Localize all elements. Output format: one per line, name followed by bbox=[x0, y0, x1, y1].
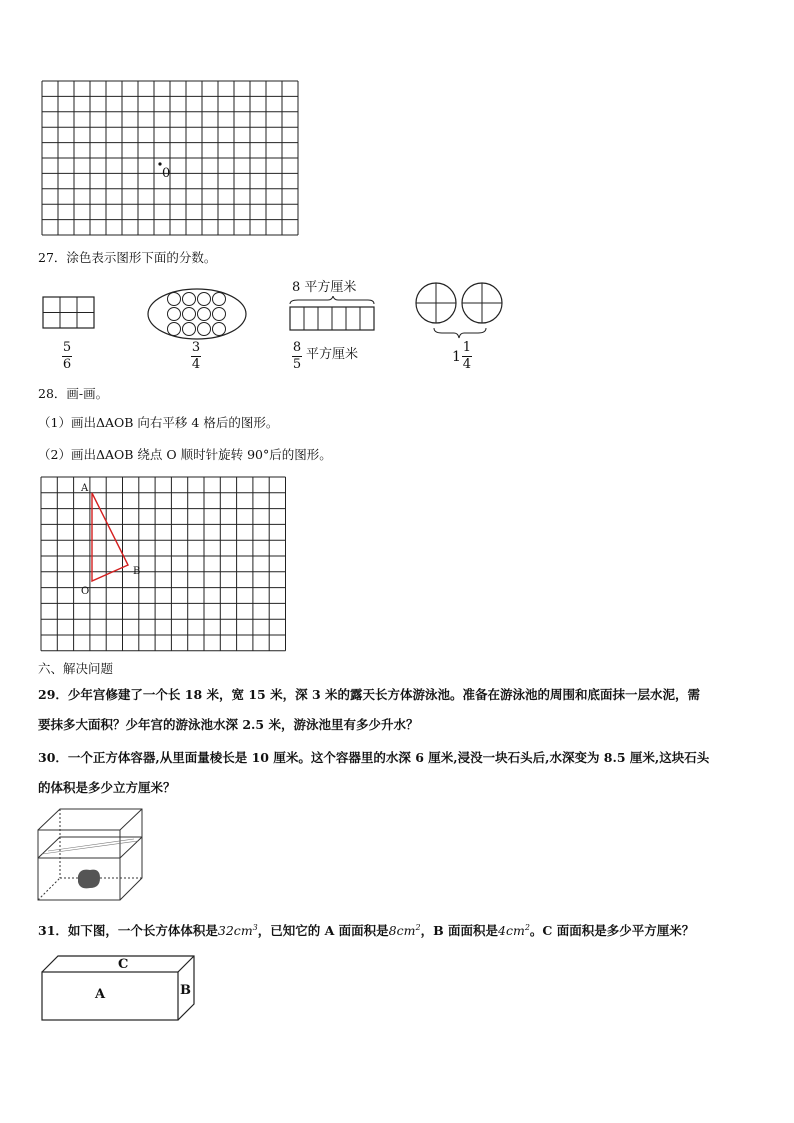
coordinate-grid-top bbox=[40, 80, 300, 236]
cube-container-figure bbox=[36, 806, 144, 902]
question-27-title: 27．涂色表示图形下面的分数。 bbox=[38, 250, 217, 265]
question-29-line1: 29．少年宫修建了一个长 18 米，宽 15 米，深 3 米的露天长方体游泳池。准备在游泳池的周围和底面抹一层水泥，需 bbox=[38, 687, 700, 702]
q31-area-b-exponent: 2 bbox=[524, 923, 530, 932]
question-28-title: 28．画-画。 bbox=[38, 386, 109, 401]
q27-area-label: 8 平方厘米 bbox=[292, 280, 357, 295]
question-30-line2: 的体积是多少立方厘米？ bbox=[38, 780, 176, 795]
q31-area-a bbox=[389, 923, 421, 938]
q27-fraction-5-6 bbox=[62, 341, 72, 372]
q31-area-b bbox=[498, 923, 530, 938]
point-o-label: O bbox=[81, 586, 90, 597]
q31-text-part4: 。C 面面积是多少平方厘米？ bbox=[529, 923, 695, 939]
q27-fraction-8-5 bbox=[292, 341, 302, 372]
q31-text-part2: ，已知它的 A 面面积是 bbox=[257, 923, 389, 939]
fraction-denominator: 6 bbox=[62, 357, 72, 372]
q27-fraction-unit: 平方厘米 bbox=[306, 347, 359, 362]
question-30-line1: 30．一个正方体容器,从里面量棱长是 10 厘米。这个容器里的水深 6 厘米,浸没一块石头后,水深变为 8.5 厘米,这块石头 bbox=[38, 750, 710, 765]
fraction-denominator: 4 bbox=[191, 357, 201, 372]
question-28-part2: （2）画出ΔAOB 绕点 O 顺时针旋转 90°后的图形。 bbox=[38, 447, 332, 462]
mixed-whole: 1 bbox=[452, 348, 461, 365]
grid-origin-label: 0 bbox=[162, 166, 171, 181]
q27-two-circles-figure bbox=[414, 280, 508, 344]
q31-area-a-value: 8cm bbox=[388, 923, 416, 939]
fraction-numerator: 5 bbox=[62, 340, 72, 355]
q27-fraction-3-4 bbox=[191, 341, 201, 372]
question-28-part1: （1）画出ΔAOB 向右平移 4 格后的图形。 bbox=[38, 415, 279, 430]
q27-strip-figure bbox=[288, 296, 378, 334]
q31-area-b-value: 4cm bbox=[498, 923, 525, 939]
question-31-text bbox=[38, 918, 694, 941]
fraction-denominator: 4 bbox=[462, 357, 472, 372]
section-6-title: 六、解决问题 bbox=[38, 661, 114, 676]
q27-ellipse-figure bbox=[146, 287, 248, 341]
q31-volume-exponent: 3 bbox=[252, 923, 258, 932]
fraction-denominator: 5 bbox=[292, 357, 302, 372]
q31-area-a-exponent: 2 bbox=[415, 923, 421, 932]
point-a-label: A bbox=[81, 483, 89, 494]
face-a-label: A bbox=[95, 987, 106, 1002]
q31-volume bbox=[218, 923, 258, 938]
q31-volume-value: 32cm bbox=[217, 923, 253, 939]
fraction-numerator: 8 bbox=[292, 340, 302, 355]
q31-text-part1: 31．如下图，一个长方体体积是 bbox=[38, 923, 218, 939]
face-b-label: B bbox=[180, 983, 191, 998]
fraction-numerator: 3 bbox=[191, 340, 201, 355]
triangle-grid bbox=[40, 476, 288, 652]
point-b-label: B bbox=[133, 566, 141, 577]
q31-text-part3: ，B 面面积是 bbox=[420, 923, 498, 939]
stone-shape bbox=[78, 870, 100, 889]
face-c-label: C bbox=[118, 957, 129, 972]
question-29-line2: 要抹多大面积？少年宫的游泳池水深 2.5 米，游泳池里有多少升水？ bbox=[38, 717, 419, 732]
fraction-numerator: 1 bbox=[462, 340, 472, 355]
q27-rectangle-figure bbox=[42, 296, 96, 330]
q27-mixed-number bbox=[452, 341, 472, 372]
